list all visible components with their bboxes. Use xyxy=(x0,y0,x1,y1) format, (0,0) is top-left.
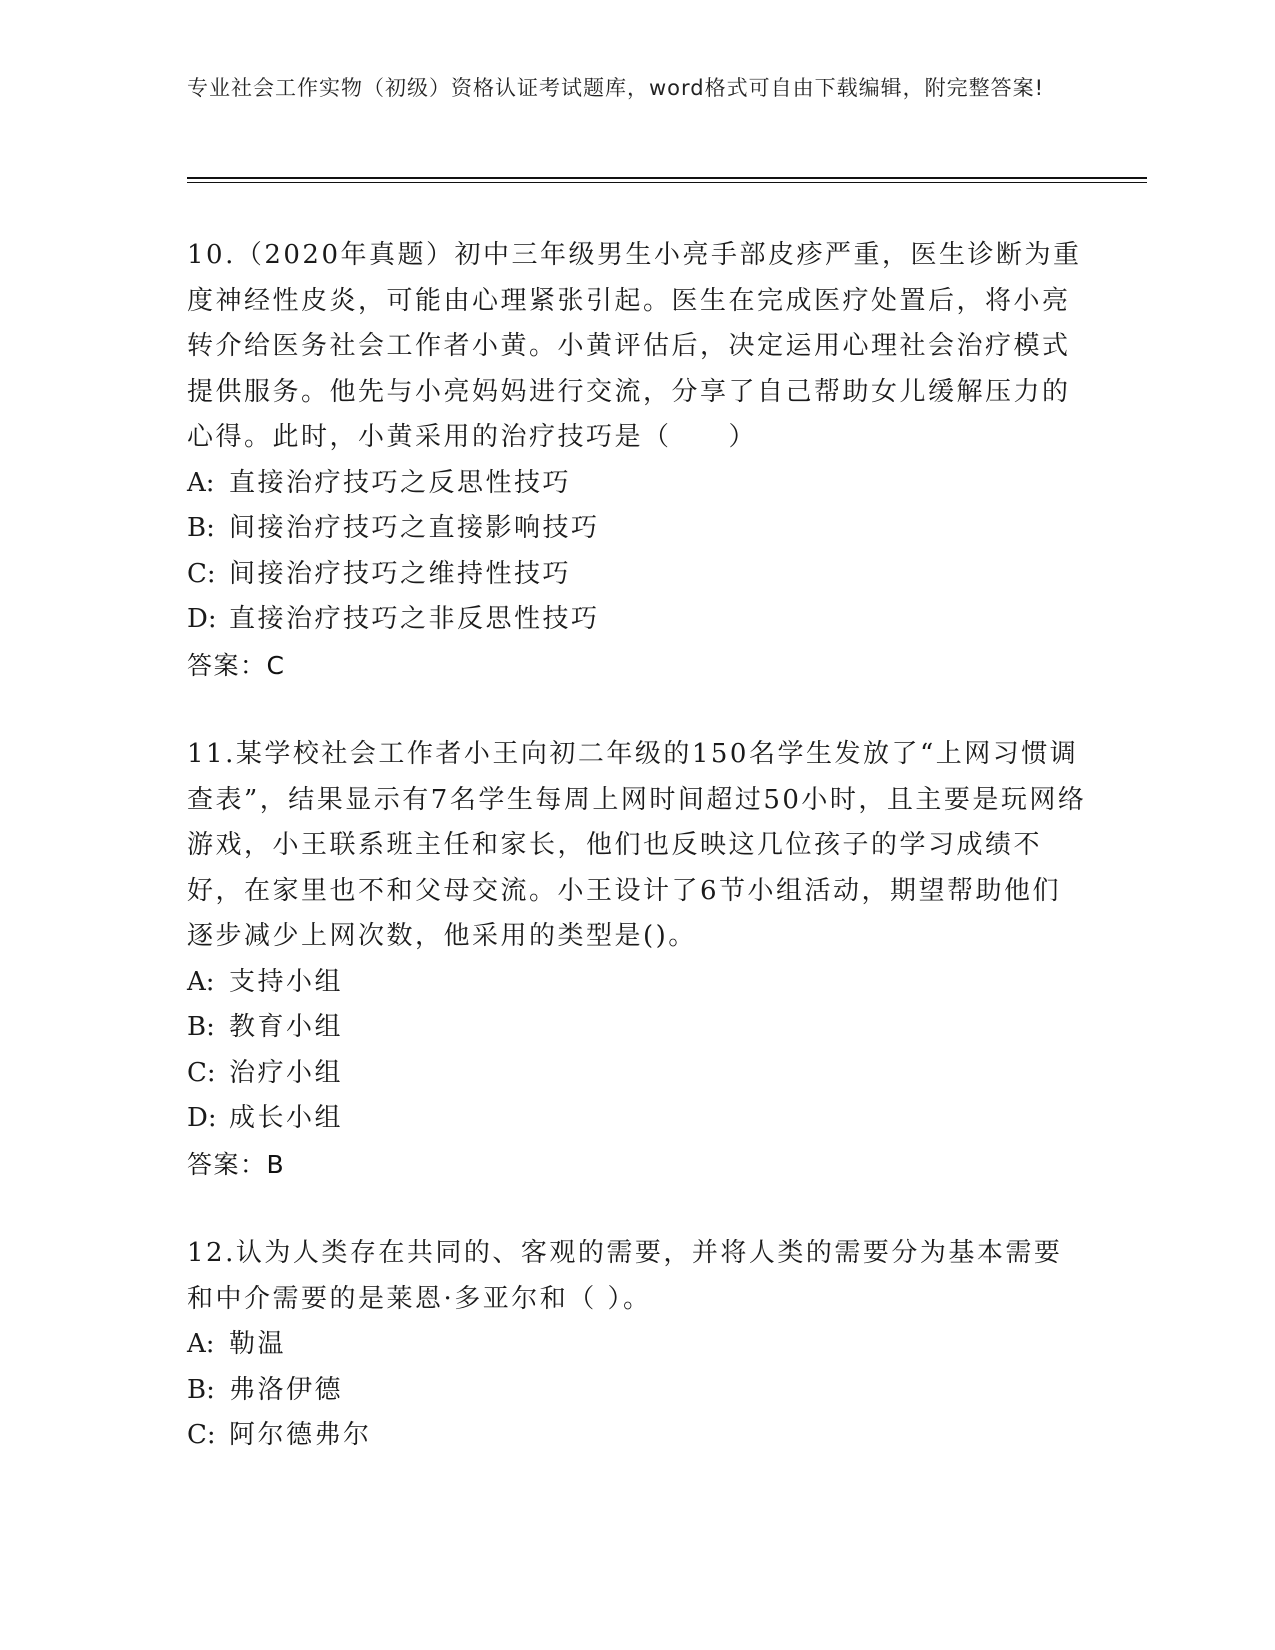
option-text: 支持小组 xyxy=(229,966,344,997)
answer-line: 答案：B xyxy=(187,1149,286,1179)
option-b xyxy=(187,506,1087,552)
option-letter: B: xyxy=(187,1012,215,1042)
option-letter: D: xyxy=(187,1103,217,1133)
option-text: 教育小组 xyxy=(229,1012,344,1042)
option-text: 成长小组 xyxy=(229,1103,344,1133)
option-letter: A: xyxy=(187,1329,215,1359)
option-d xyxy=(187,597,1087,643)
option-a xyxy=(187,960,1087,1006)
option-d xyxy=(187,1096,1087,1142)
option-text: 直接治疗技巧之非反思性技巧 xyxy=(229,604,600,634)
option-c xyxy=(187,552,1087,598)
question-10 xyxy=(187,233,1087,688)
document-header xyxy=(187,72,1087,104)
question-stem: 11.某学校社会工作者小王向初二年级的150名学生发放了“上网习惯调查表”，结果显示有7名学生每周上网时间超过50小时，且主要是玩网络游戏，小王联系班主任和家长，他们也反映这几位孩子的学习成绩不好，在家里也不和父母交流。小王设计了6节小组活动，期望帮助他们逐步减少上网次数，他采用的类型是()。 xyxy=(187,739,1087,951)
option-text: 间接治疗技巧之直接影响技巧 xyxy=(229,513,600,543)
option-b xyxy=(187,1005,1087,1051)
option-letter: D: xyxy=(187,604,217,634)
question-11 xyxy=(187,732,1087,1187)
question-stem: 10.（2020年真题）初中三年级男生小亮手部皮疹严重，医生诊断为重度神经性皮炎，可能由心理紧张引起。医生在完成医疗处置后，将小亮转介给医务社会工作者小黄。小黄评估后，决定运用心理社会治疗模式提供服务。他先与小亮妈妈进行交流，分享了自己帮助女儿缓解压力的心得。此时，小黄采用的治疗技巧是（ ） xyxy=(187,240,1082,452)
option-text: 治疗小组 xyxy=(229,1057,344,1088)
option-letter: C: xyxy=(187,1420,216,1450)
answer-line: 答案：C xyxy=(187,650,286,680)
question-12 xyxy=(187,1231,1087,1459)
option-text: 勒温 xyxy=(229,1329,287,1359)
option-letter: C: xyxy=(187,558,216,589)
option-letter: A: xyxy=(187,467,215,498)
header-text: 专业社会工作实物（初级）资格认证考试题库，word格式可自由下载编辑，附完整答案! xyxy=(187,76,1045,100)
question-stem: 12.认为人类存在共同的、客观的需要，并将人类的需要分为基本需要和中介需要的是莱恩·多亚尔和（ ）。 xyxy=(187,1238,1063,1314)
question-list xyxy=(187,233,1087,1503)
option-a xyxy=(187,1322,1087,1368)
option-letter: A: xyxy=(187,966,215,997)
header-divider-thin xyxy=(187,182,1147,183)
option-text: 阿尔德弗尔 xyxy=(229,1420,372,1450)
option-letter: B: xyxy=(187,1374,215,1405)
option-letter: B: xyxy=(187,513,215,543)
option-letter: C: xyxy=(187,1057,216,1088)
option-text: 直接治疗技巧之反思性技巧 xyxy=(229,467,572,498)
option-text: 弗洛伊德 xyxy=(229,1374,344,1405)
option-text: 间接治疗技巧之维持性技巧 xyxy=(229,558,572,589)
option-b xyxy=(187,1368,1087,1414)
option-c xyxy=(187,1413,1087,1459)
option-a xyxy=(187,461,1087,507)
option-c xyxy=(187,1051,1087,1097)
header-divider-thick xyxy=(187,177,1147,179)
